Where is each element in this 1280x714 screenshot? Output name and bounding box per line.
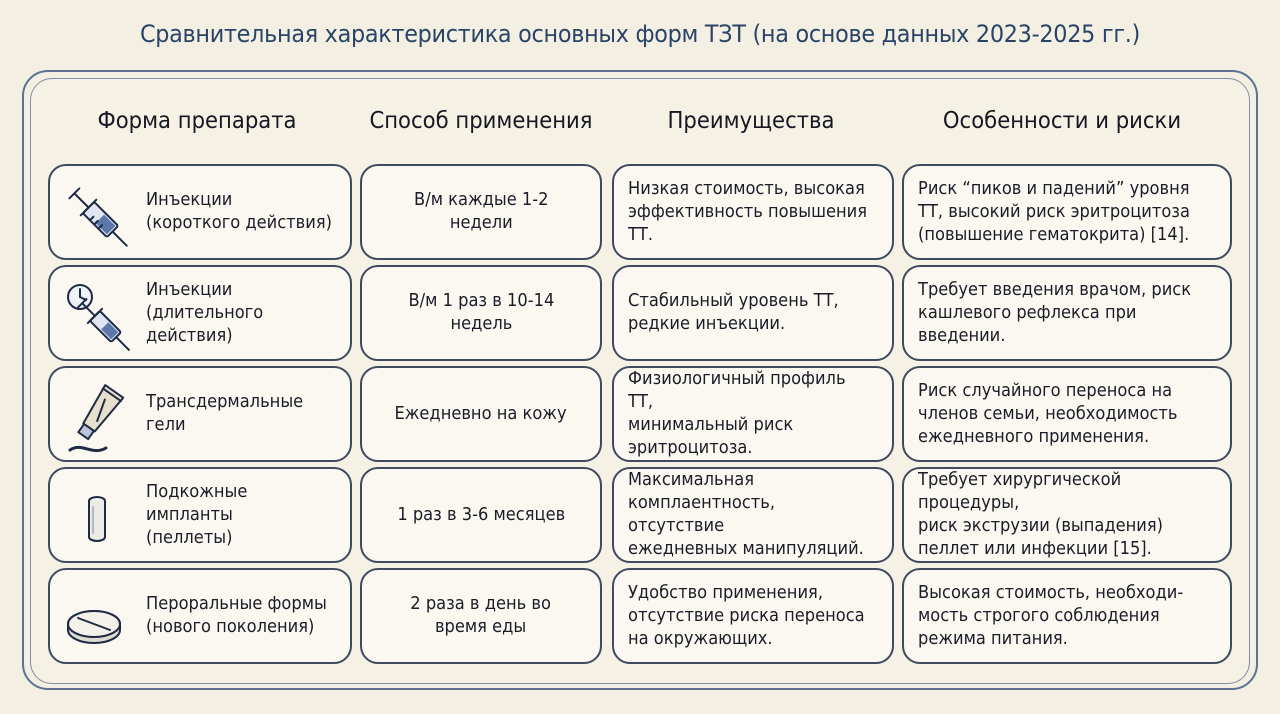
table-cell-method	[360, 265, 602, 361]
pellet-icon	[62, 477, 132, 561]
cell-text: Инъекции (короткого действия)	[146, 190, 332, 233]
cell-text: Максимальная комплаентность, отсутствие ежедневных манипуляций.	[628, 470, 864, 559]
table-cell-method	[360, 568, 602, 664]
cell-text: Высокая стоимость, необходи- мость строгого соблюдения режима питания.	[918, 582, 1184, 649]
table-cell-form	[48, 265, 352, 361]
cell-text: Требует введения врачом, риск кашлевого рефлекса при введении.	[918, 279, 1192, 346]
cell-text: Удобство применения, отсутствие риска переноса на окружающих.	[628, 582, 865, 649]
table-cell-risks	[902, 366, 1232, 462]
cell-text: В/м каждые 1-2 недели	[413, 190, 549, 233]
column-header: Способ применения	[369, 108, 593, 134]
gel-tube-icon	[62, 376, 132, 460]
syringe-icon	[62, 174, 132, 258]
table-cell-method	[360, 366, 602, 462]
table-cell-advantages	[612, 467, 894, 563]
cell-text: Пероральные формы (нового поколения)	[146, 594, 327, 637]
page-title: Сравнительная характеристика основных форм ТЗТ (на основе данных 2023-2025 гг.)	[139, 20, 1141, 48]
table-cell-advantages	[612, 164, 894, 260]
table-cell-advantages	[612, 568, 894, 664]
table-cell-risks	[902, 467, 1232, 563]
cell-text: Низкая стоимость, высокая эффективность повышения ТТ.	[628, 178, 868, 245]
table-cell-advantages	[612, 366, 894, 462]
table-cell-form	[48, 366, 352, 462]
cell-text: Риск “пиков и падений” уровня ТТ, высокий риск эритроцитоза (повышение гематокрита) [14].	[918, 178, 1190, 245]
table-cell-form	[48, 467, 352, 563]
cell-text: Инъекции (длительного действия)	[146, 279, 264, 346]
column-header: Форма препарата	[97, 108, 297, 134]
column-header: Особенности и риски	[942, 108, 1182, 134]
cell-text: Трансдермальные гели	[146, 392, 304, 435]
clock-syringe-icon	[62, 275, 132, 359]
cell-text: В/м 1 раз в 10-14 недель	[408, 291, 554, 334]
table-cell-method	[360, 164, 602, 260]
table-cell-method	[360, 467, 602, 563]
cell-text: Подкожные импланты (пеллеты)	[146, 481, 248, 548]
table-cell-advantages	[612, 265, 894, 361]
cell-text: 2 раза в день во время еды	[410, 594, 552, 637]
cell-text: Риск случайного переноса на членов семьи, необходимость ежедневного применения.	[918, 380, 1178, 447]
table-cell-risks	[902, 265, 1232, 361]
table-cell-form	[48, 164, 352, 260]
table-cell-risks	[902, 164, 1232, 260]
cell-text: Физиологичный профиль ТТ, минимальный риск эритроцитоза.	[628, 369, 846, 458]
cell-text: Ежедневно на кожу	[394, 403, 568, 424]
cell-text: Стабильный уровень ТТ, редкие инъекции.	[628, 291, 839, 334]
column-header: Преимущества	[667, 108, 835, 134]
table-cell-form	[48, 568, 352, 664]
cell-text: 1 раз в 3-6 месяцев	[397, 504, 565, 525]
cell-text: Требует хирургической процедуры, риск экструзии (выпадения) пеллет или инфекции [15].	[918, 470, 1164, 559]
tablet-icon	[62, 578, 132, 662]
table-cell-risks	[902, 568, 1232, 664]
